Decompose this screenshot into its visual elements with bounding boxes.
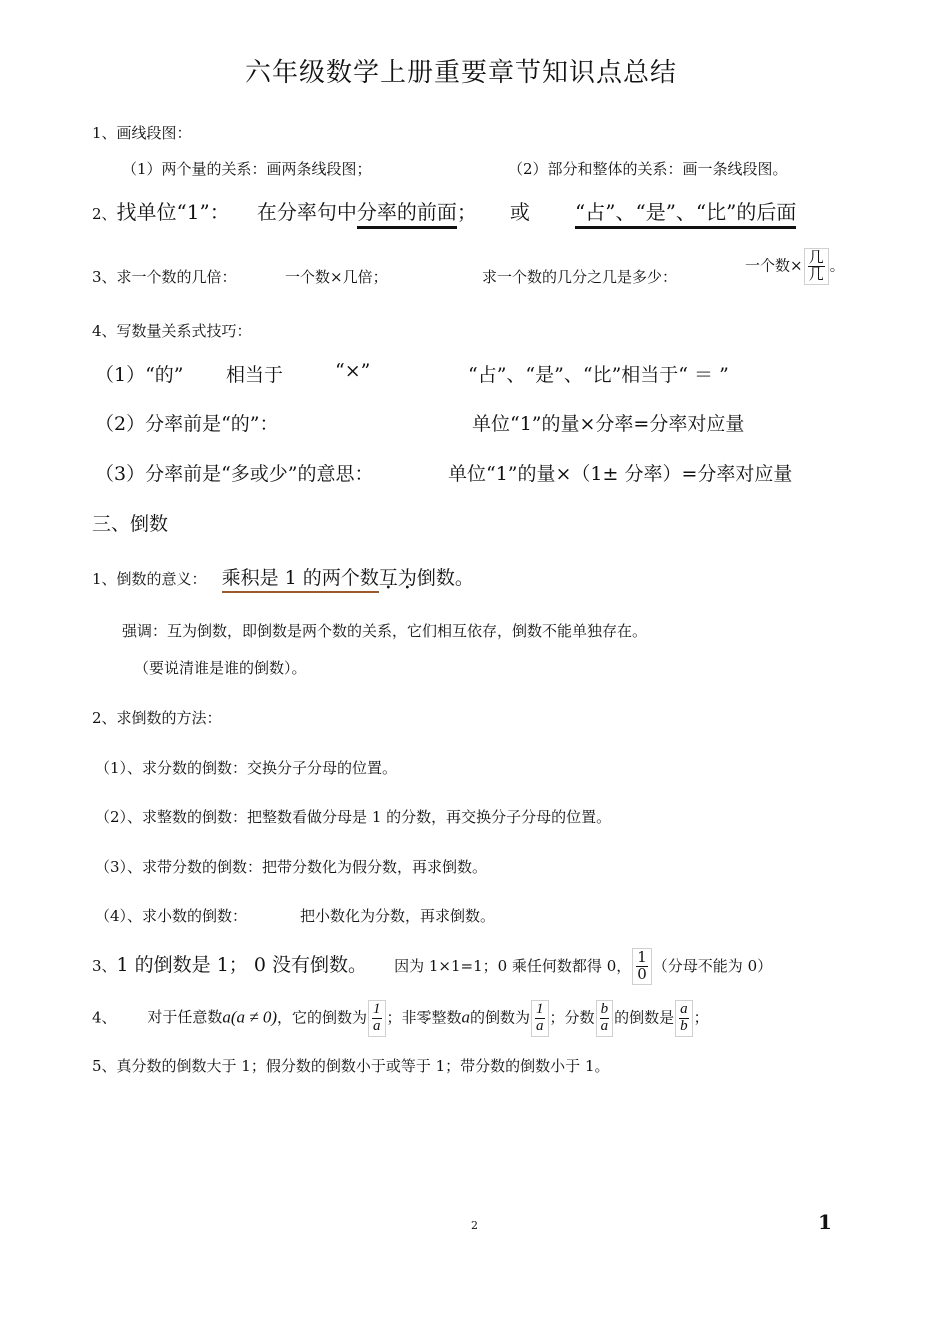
method-4b: 把小数化为分数，再求倒数。 — [300, 907, 496, 925]
fraction-1-over-0: $\frac{1}{0}$ — [632, 948, 652, 985]
line-3 — [92, 948, 772, 985]
section-4-row-3b: 单位“1”的量×（1± 分率）=分率对应量 — [448, 463, 793, 485]
emphasis-line-2: （要说清谁是谁的倒数）。 — [134, 659, 307, 677]
section-2-lead: 找单位“1”： — [116, 200, 230, 224]
line-3-prefix: 3、 — [92, 956, 117, 975]
definition-dot-1: 互 — [378, 567, 398, 589]
section-4-row-2a: （2）分率前是“的”： — [95, 413, 279, 435]
section-3-formula — [745, 248, 845, 285]
part-3-heading: 三、倒数 — [92, 513, 169, 535]
method-4a: （4）、求小数的倒数： — [95, 907, 248, 925]
section-3-text-2: 一个数×几倍； — [285, 268, 388, 286]
line-4-expr: a(a ≠ 0) — [222, 1007, 277, 1027]
definition-underline-2: 两个数 — [322, 567, 379, 593]
method-3: （3）、求带分数的倒数：把带分数化为假分数，再求倒数。 — [95, 858, 488, 876]
section-1-item-1: （1）两个量的关系：画两条线段图； — [122, 160, 372, 178]
method-1: （1）、求分数的倒数：交换分子分母的位置。 — [95, 759, 398, 777]
emphasis-line-1: 强调：互为倒数，即倒数是两个数的关系，它们相互依存，倒数不能单独存在。 — [122, 622, 648, 640]
definition-label: 1、倒数的意义： — [92, 570, 207, 588]
definition-end: 倒数。 — [416, 567, 474, 589]
fraction-a-over-b: $\frac{a}{b}$ — [675, 1000, 693, 1037]
fraction-ji-ji: $\frac{\text{几}}{\text{几}}$ — [804, 248, 829, 285]
section-1-heading: 1、画线段图： — [92, 124, 192, 142]
section-2-sep: ； — [456, 200, 477, 224]
line-3-big: 1 的倒数是 1； 0 没有倒数。 — [116, 953, 367, 976]
fraction-1-over-a: $\frac{1}{a}$ — [368, 1000, 386, 1037]
section-4-row-3a: （3）分率前是“多或少”的意思： — [95, 463, 374, 485]
line-4-g: ； — [693, 1008, 709, 1027]
section-4-row-1b: 相当于 — [226, 364, 284, 386]
section-2-underline-2: “占”、“是”、“比”的后面 — [575, 200, 796, 229]
section-4-row-1a: （1）“的” — [95, 364, 184, 386]
reciprocal-definition — [92, 563, 474, 590]
line-4-prefix: 4、 — [92, 1008, 117, 1027]
section-3-text-1: 3、求一个数的几倍： — [92, 268, 237, 286]
fraction-b-over-a: $\frac{b}{a}$ — [596, 1000, 614, 1037]
line-4-e: ；分数 — [549, 1008, 595, 1027]
line-5: 5、真分数的倒数大于 1；假分数的倒数小于或等于 1；带分数的倒数小于 1。 — [92, 1057, 610, 1075]
page-number-small: 2 — [471, 1219, 478, 1232]
page-number-large: 1 — [818, 1210, 832, 1234]
definition-underline-1: 乘积是 1 的 — [222, 567, 322, 593]
line-4-d: 的倒数为 — [470, 1008, 531, 1027]
method-2: （2）、求整数的倒数：把整数看做分母是 1 的分数，再交换分子分母的位置。 — [95, 808, 612, 826]
section-3-text-3: 求一个数的几分之几是多少： — [482, 268, 678, 286]
section-2-or: 或 — [509, 200, 530, 224]
definition-dot-2: 为 — [397, 567, 417, 589]
section-2-underline-1: 分率的前面 — [357, 200, 457, 229]
section-2-part1: 在分率句中 — [256, 200, 357, 224]
section-4-row-1c: “×” — [335, 360, 371, 382]
fraction-1-over-a-2: $\frac{1}{a}$ — [531, 1000, 549, 1037]
section-4-row-2b: 单位“1”的量×分率=分率对应量 — [472, 413, 745, 435]
line-4-b: ，它的倒数为 — [277, 1008, 368, 1027]
line-4-var: a — [461, 1007, 471, 1027]
section-2-prefix: 2、 — [92, 205, 117, 223]
line-3-end: （分母不能为 0） — [652, 956, 773, 975]
section-3-end: 。 — [829, 256, 845, 275]
line-4-f: 的倒数是 — [614, 1008, 675, 1027]
line-4 — [92, 1000, 709, 1037]
line-4-a: 对于任意数 — [147, 1008, 223, 1027]
section-2-line — [92, 196, 796, 225]
page-title: 六年级数学上册重要章节知识点总结 — [245, 58, 678, 88]
line-4-c: ；非零整数 — [386, 1008, 462, 1027]
section-4-row-1d: “占”、“是”、“比”相当于“ ＝ ” — [468, 364, 729, 386]
section-1-item-2: （2）部分和整体的关系：画一条线段图。 — [508, 160, 788, 178]
method-heading: 2、求倒数的方法： — [92, 709, 222, 727]
section-4-heading: 4、写数量关系式技巧： — [92, 322, 252, 340]
section-3-text-4: 一个数× — [745, 256, 803, 275]
line-3-reason: 因为 1×1=1；0 乘任何数都得 0， — [394, 956, 632, 975]
